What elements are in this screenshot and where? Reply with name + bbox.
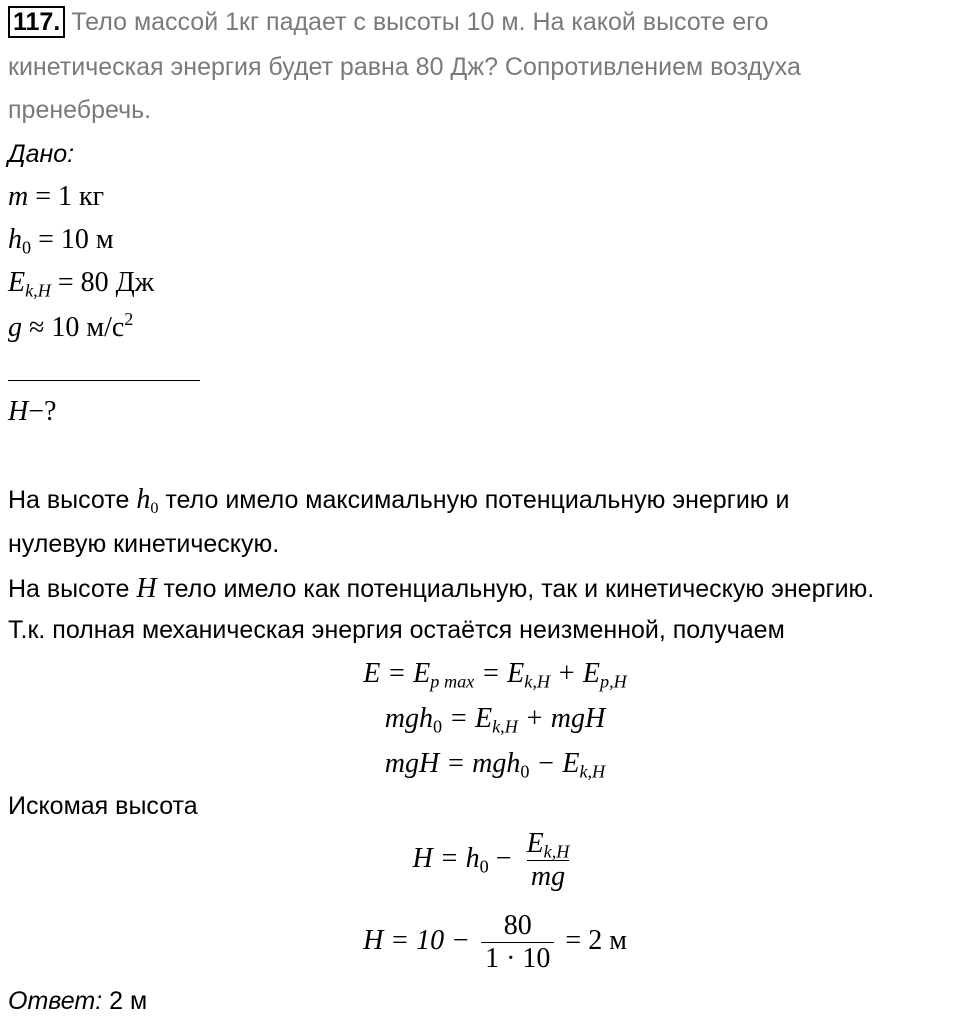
p1-sub: 0 [150, 498, 159, 517]
solution-paragraph-2 [8, 573, 874, 605]
answer [8, 987, 147, 1016]
find-question: −? [28, 396, 57, 427]
find-var: H [8, 396, 29, 427]
p2-text-a: На высоте [8, 575, 137, 603]
equation-5 [0, 910, 960, 975]
problem-number: 117. [8, 6, 65, 38]
answer-label: Ответ: [8, 987, 103, 1015]
eq4-sub: 0 [479, 856, 489, 877]
equation-3 [0, 748, 960, 780]
equation-2 [0, 703, 960, 735]
eq3-b: − E [529, 748, 580, 779]
eq5-numerator: 80 [503, 910, 532, 941]
given-energy [8, 267, 154, 299]
equation-4 [0, 828, 960, 893]
energy-var: E [8, 267, 26, 298]
problem-text-3: пренебречь. [8, 96, 152, 124]
problem-line-1 [8, 6, 769, 38]
eq4-a: H = h [412, 842, 480, 874]
solution-paragraph-3: Т.к. полная механическая энергия остаётся неизменной, получаем [8, 616, 785, 644]
mass-var: m [8, 181, 29, 212]
given-mass [8, 181, 104, 213]
p2-var: H [136, 573, 157, 604]
eq2-a: mgh [384, 703, 434, 734]
p1-text-a: На высоте [8, 486, 137, 514]
eq1-b: = E [474, 658, 525, 689]
eq5-b: = 2 м [558, 924, 627, 956]
eq4-numerator-sub: k,H [543, 841, 570, 862]
eq4-minus: − [488, 842, 519, 874]
equation-1 [0, 658, 960, 690]
p2-text-b: тело имело как потенциальную, так и кинетическую энергию. [156, 575, 875, 603]
eq4-denominator: mg [527, 860, 569, 893]
height-sub: 0 [22, 237, 32, 258]
find-height [8, 396, 56, 428]
eq5-a: H = 10 − [363, 924, 478, 956]
eq3-a: mgH = mgh [384, 748, 521, 779]
p1-text-b: тело имело максимальную потенциальную энергию и [158, 486, 790, 514]
eq5-fraction [481, 910, 554, 975]
mass-value: = 1 кг [28, 181, 105, 212]
problem-text-2: кинетическая энергия будет равна 80 Дж? Сопротивлением воздуха [8, 53, 801, 81]
answer-value: 2 м [102, 987, 148, 1015]
eq2-sub1: 0 [433, 716, 443, 737]
eq3-sub2: k,H [579, 761, 606, 782]
energy-value: = 80 Дж [50, 267, 155, 298]
eq2-c: + mgH [517, 703, 606, 734]
p1-var: h [136, 484, 151, 515]
eq4-fraction [523, 828, 574, 893]
eq1-c: + E [550, 658, 601, 689]
given-gravity [8, 309, 134, 344]
eq3-sub1: 0 [520, 761, 530, 782]
given-height [8, 224, 114, 256]
given-label: Дано: [8, 140, 75, 168]
sought-height-label: Искомая высота [8, 792, 198, 820]
problem-text-1: Тело массой 1кг падает с высоты 10 м. На какой высоте его [71, 8, 769, 36]
gravity-value: ≈ 10 м/с [22, 312, 125, 343]
eq2-sub2: k,H [492, 716, 518, 737]
height-var: h [8, 224, 22, 255]
solution-paragraph-1a [8, 484, 789, 516]
eq5-denominator: 1 · 10 [481, 942, 554, 975]
gravity-sup: 2 [124, 309, 134, 330]
solution-paragraph-1b: нулевую кинетическую. [8, 530, 280, 558]
eq4-numerator: E [526, 828, 544, 859]
eq1-sub3: p,H [600, 671, 627, 692]
eq1-a: E = E [363, 658, 431, 689]
eq2-b: = E [442, 703, 493, 734]
energy-sub: k,H [25, 280, 51, 301]
gravity-var: g [8, 312, 22, 343]
height-value: = 10 м [31, 224, 114, 255]
eq1-sub1: p max [430, 671, 475, 692]
eq1-sub2: k,H [524, 671, 551, 692]
given-divider [8, 380, 200, 381]
